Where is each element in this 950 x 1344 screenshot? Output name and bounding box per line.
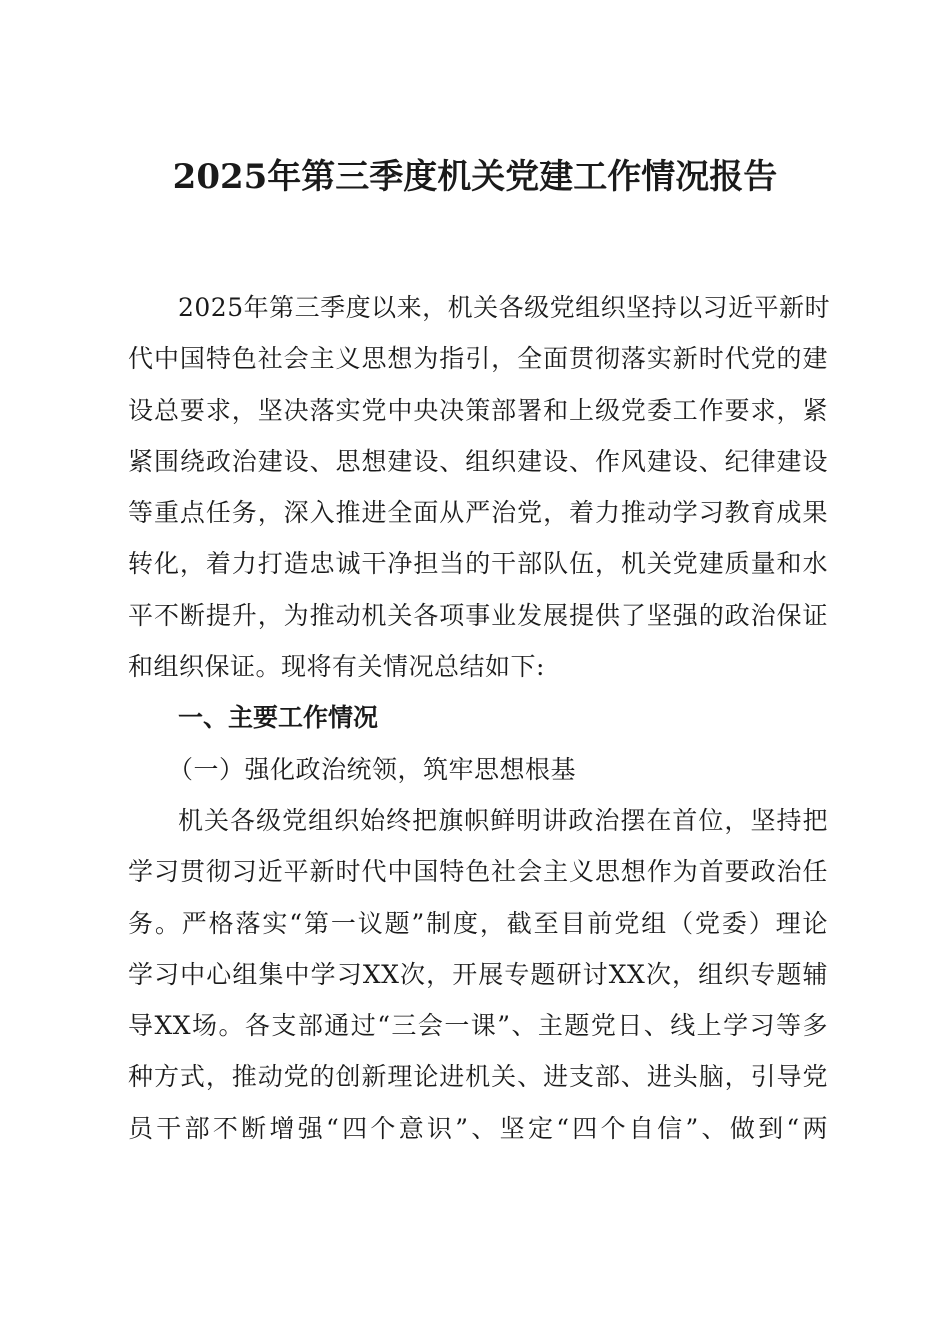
paragraph-line: 种方式，推动党的创新理论进机关、进支部、进头脑，引导党 — [128, 1062, 828, 1092]
subsection-heading: （一）强化政治统领，筑牢思想根基 — [168, 754, 577, 784]
paragraph-line: 学习贯彻习近平新时代中国特色社会主义思想作为首要政治任 — [128, 857, 828, 887]
document-title: 2025年第三季度机关党建工作情况报告 — [172, 157, 778, 197]
paragraph-line: 务。严格落实“第一议题”制度，截至目前党组（党委）理论 — [128, 908, 828, 938]
paragraph-line: 员干部不断增强“四个意识”、坚定“四个自信”、做到“两 — [128, 1113, 828, 1143]
paragraph-line: 代中国特色社会主义思想为指引，全面贯彻落实新时代党的建 — [128, 344, 828, 374]
paragraph-line: 和组织保证。现将有关情况总结如下: — [128, 652, 545, 682]
paragraph-line: 机关各级党组织始终把旗帜鲜明讲政治摆在首位，坚持把 — [178, 805, 828, 835]
paragraph-line: 转化，着力打造忠诚干净担当的干部队伍，机关党建质量和水 — [128, 549, 828, 579]
intro-paragraph — [128, 282, 831, 692]
paragraph-line: 平不断提升，为推动机关各项事业发展提供了坚强的政治保证 — [128, 600, 828, 630]
paragraph-line: 等重点任务，深入推进全面从严治党，着力推动学习教育成果 — [128, 498, 828, 528]
paragraph-line: 紧围绕政治建设、思想建设、组织建设、作风建设、纪律建设 — [128, 446, 828, 476]
paragraph-line: 设总要求，坚决落实党中央决策部署和上级党委工作要求，紧 — [128, 395, 828, 425]
paragraph-line: 学习中心组集中学习XX次，开展专题研讨XX次，组织专题辅 — [128, 959, 828, 989]
body-paragraph — [128, 795, 828, 1154]
paragraph-line: 导XX场。各支部通过“三会一课”、主题党日、线上学习等多 — [128, 1011, 828, 1041]
paragraph-line: 2025年第三季度以来，机关各级党组织坚持以习近平新时 — [178, 293, 831, 322]
document-body — [128, 282, 831, 1154]
section-heading: 一、主要工作情况 — [178, 703, 379, 733]
